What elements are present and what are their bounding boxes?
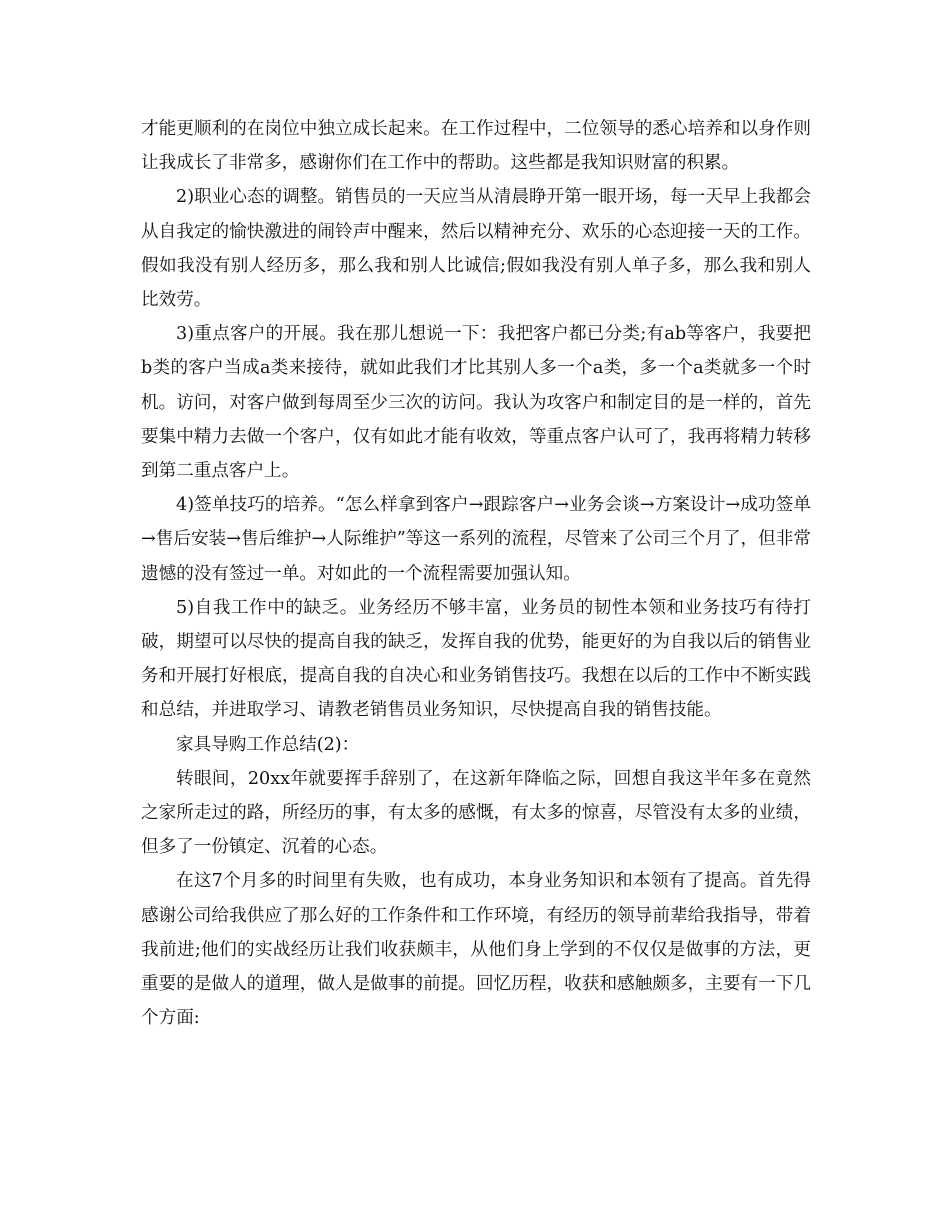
section-heading: 家具导购工作总结(2)：	[176, 734, 360, 755]
body-paragraph-3: 3)重点客户的开展。我在那儿想说一下：我把客户都已分类;有ab等客户，我要把b类的客户当成a类来接待，就如此我们才比其别人多一个a类，多一个a类就多一个时机。访问，对客户做到每周至少三次的访问。我认为攻客户和制定目的是一样的，首先要集中精力去做一个客户，仅有如此才能有收效，等重点客户认可了，我再将精力转移到第二重点客户上。	[141, 324, 811, 482]
body-paragraph-2: 2)职业心态的调整。销售员的一天应当从清晨睁开第一眼开场，每一天早上我都会从自我定的愉快激进的闹铃声中醒来，然后以精神充分、欢乐的心态迎接一天的工作。假如我没有别人经历多，那么我和别人比诚信;假如我没有别人单子多，那么我和别人比效劳。	[141, 187, 811, 311]
body-paragraph-5: 5)自我工作中的缺乏。业务经历不够丰富，业务员的韧性本领和业务技巧有待打破，期望可以尽快的提高自我的缺乏，发挥自我的优势，能更好的为自我以后的销售业务和开展打好根底，提高自我的自决心和业务销售技巧。我想在以后的工作中不断实践和总结，并进取学习、请教老销售员业务知识，尽快提高自我的销售技能。	[141, 597, 811, 721]
body-paragraph-1: 才能更顺利的在岗位中独立成长起来。在工作过程中，二位领导的悉心培养和以身作则让我成长了非常多，感谢你们在工作中的帮助。这些都是我知识财富的积累。	[141, 119, 811, 174]
body-paragraph-4: 4)签单技巧的培养。“怎么样拿到客户→跟踪客户→业务会谈→方案设计→成功签单→售后安装→售后维护→人际维护”等这一系列的流程，尽管来了公司三个月了，但非常遗憾的没有签过一单。对如此的一个流程需要加强认知。	[141, 495, 811, 584]
document-body	[141, 112, 811, 1035]
body-paragraph-7: 在这7个月多的时间里有失败，也有成功，本身业务知识和本领有了提高。首先得感谢公司给我供应了那么好的工作条件和工作环境，有经历的领导前辈给我指导，带着我前进;他们的实战经历让我们收获颇丰，从他们身上学到的不仅仅是做事的方法，更重要的是做人的道理，做人是做事的前提。回忆历程，收获和感触颇多，主要有一下几个方面:	[141, 871, 811, 1029]
body-paragraph-6: 转眼间，20xx年就要挥手辞别了，在这新年降临之际，回想自我这半年多在竟然之家所走过的路，所经历的事，有太多的感慨，有太多的惊喜，尽管没有太多的业绩，但多了一份镇定、沉着的心态。	[141, 768, 811, 858]
